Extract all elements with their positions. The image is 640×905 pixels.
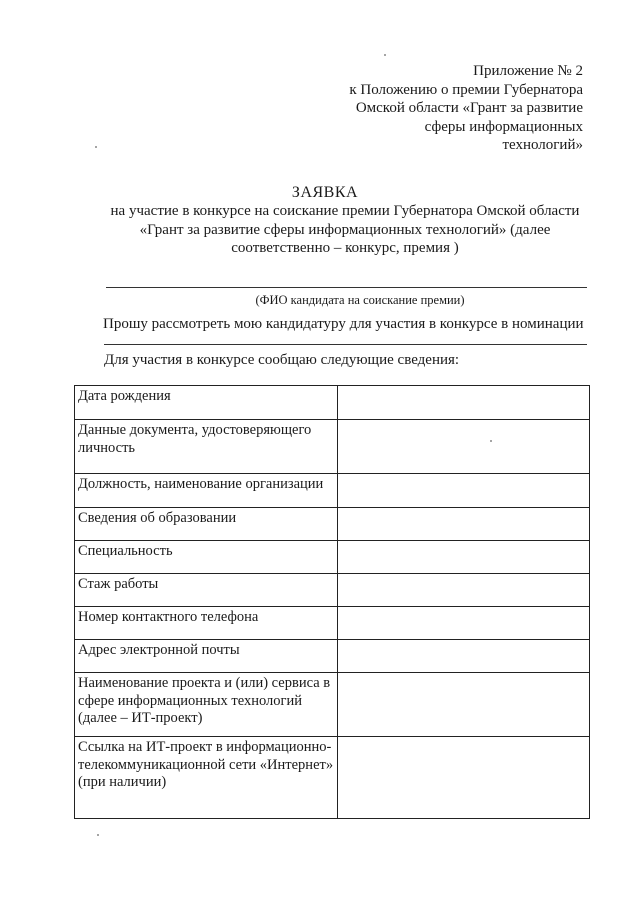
table-row [75,474,590,508]
table-row [75,386,590,420]
table-row [75,574,590,607]
applicant-info-table [74,385,590,819]
appendix-line: Приложение № 2 [473,63,583,79]
table-row [75,737,590,819]
row-value-cell[interactable] [338,508,590,541]
row-label: Дата рождения [75,386,338,420]
table-row [75,640,590,673]
row-value-cell[interactable] [338,420,590,474]
intro-text: Для участия в конкурсе сообщаю следующие сведения: [104,352,460,368]
row-value-cell[interactable] [338,386,590,420]
row-label: Адрес электронной почты [75,640,338,673]
fio-line[interactable] [106,287,587,288]
row-label: Сведения об образовании [75,508,338,541]
scan-speck [490,440,492,442]
subtitle-line: «Грант за развитие сферы информационных технологий» (далее [139,221,551,238]
appendix-header [283,62,583,155]
table-row [75,541,590,574]
subtitle-line: соответственно – конкурс, премия ) [231,240,459,256]
row-label: Ссылка на ИТ-проект в информационно-телекоммуникационной сети «Интернет» (при наличии) [75,737,338,819]
row-label: Данные документа, удостоверяющего личность [75,420,338,474]
scan-speck [97,834,99,836]
appendix-line: к Положению о премии Губернатора [349,81,583,98]
row-label: Должность, наименование организации [75,474,338,508]
nomination-line[interactable] [104,344,587,345]
table-row [75,420,590,474]
row-value-cell[interactable] [338,474,590,508]
appendix-line: технологий» [502,137,583,153]
scan-speck [95,146,97,148]
row-label: Стаж работы [75,574,338,607]
row-value-cell[interactable] [338,541,590,574]
nomination-request-text: Прошу рассмотреть мою кандидатуру для участия в конкурсе в номинации [103,316,584,332]
document-subtitle [60,202,630,258]
row-value-cell[interactable] [338,607,590,640]
appendix-line: сферы информационных [424,118,583,135]
table-row [75,607,590,640]
row-value-cell[interactable] [338,574,590,607]
table-row [75,673,590,737]
row-label: Специальность [75,541,338,574]
subtitle-line: на участие в конкурсе на соискание премии Губернатора Омской области [110,203,580,219]
row-value-cell[interactable] [338,673,590,737]
row-value-cell[interactable] [338,640,590,673]
fio-caption: (ФИО кандидата на соискание премии) [255,293,465,307]
table-row [75,508,590,541]
row-label: Номер контактного телефона [75,607,338,640]
scan-speck [384,54,386,56]
row-label: Наименование проекта и (или) сервиса в сфере информационных технологий (далее – ИТ-проект) [75,673,338,737]
row-value-cell[interactable] [338,737,590,819]
appendix-line: Омской области «Грант за развитие [355,100,583,116]
document-title: ЗАЯВКА [291,184,359,201]
